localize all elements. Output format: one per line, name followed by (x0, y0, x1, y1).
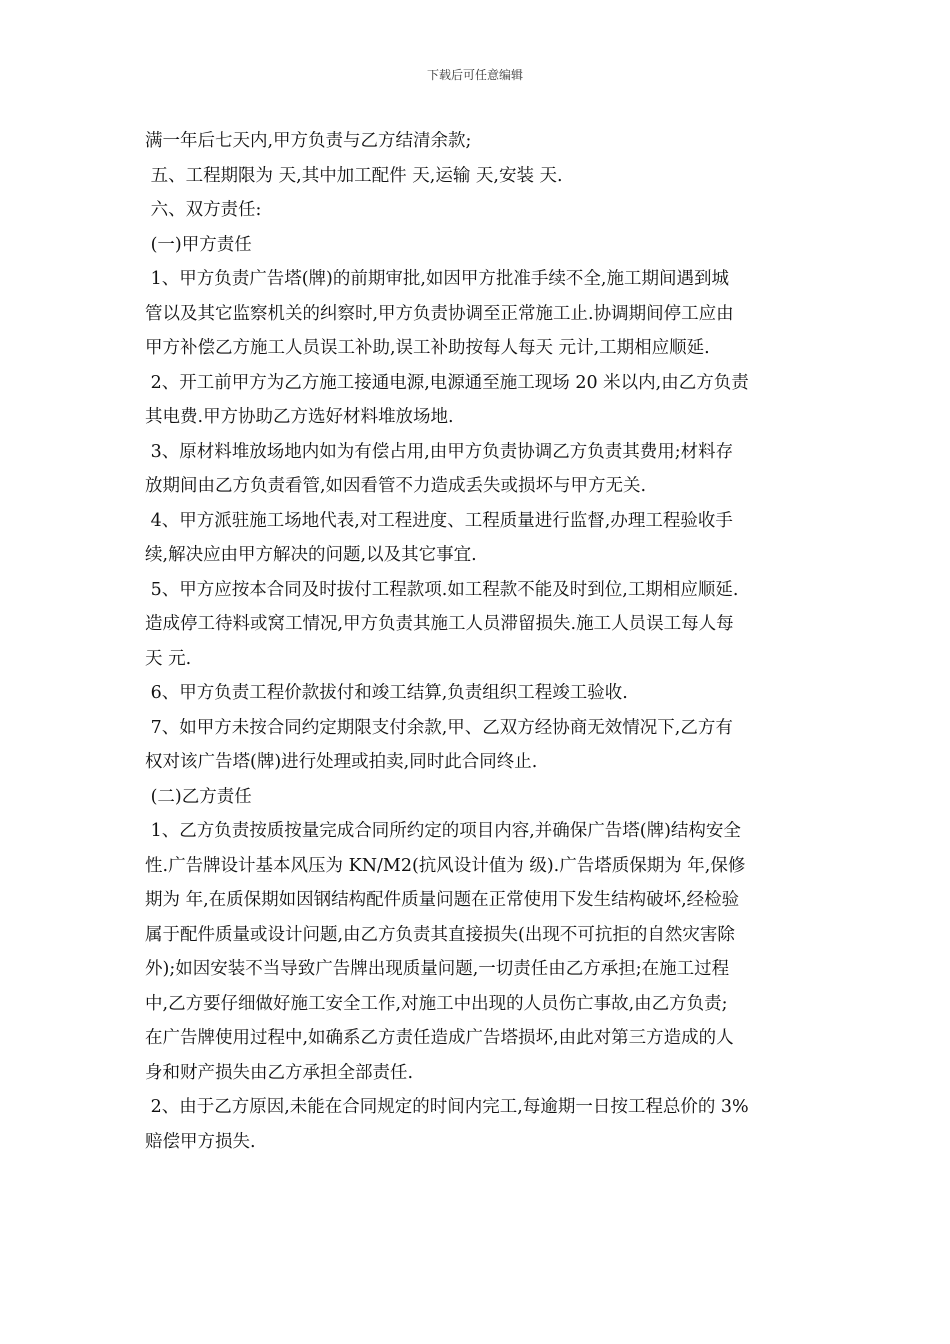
text-line: 身和财产损失由乙方承担全部责任. (145, 1062, 414, 1083)
section-heading: (二)乙方责任 (145, 786, 252, 807)
text-line: 放期间由乙方负责看管,如因看管不力造成丢失或损坏与甲方无关. (145, 476, 647, 496)
text-line: 其电费.甲方协助乙方选好材料堆放场地. (145, 407, 454, 427)
text-line: 1、甲方负责广告塔(牌)的前期审批,如因甲方批准手续不全,施工期间遇到城 (145, 269, 729, 289)
text-line: 六、双方责任: (145, 200, 262, 220)
text-line: 天 元. (145, 648, 192, 669)
text-line: 5、甲方应按本合同及时拔付工程款项.如工程款不能及时到位,工期相应顺延. (145, 579, 739, 600)
text-line: 4、甲方派驻施工场地代表,对工程进度、工程质量进行监督,办理工程验收手 (145, 510, 733, 531)
text-line: 2、由于乙方原因,未能在合同规定的时间内完工,每逾期一日按工程总价的 3% (145, 1097, 749, 1117)
text-line: 甲方补偿乙方施工人员误工补助,误工补助按每人每天 元计,工期相应顺延. (145, 338, 710, 358)
text-line: 中,乙方要仔细做好施工安全工作,对施工中出现的人员伤亡事故,由乙方负责; (145, 993, 728, 1014)
text-line: 外);如因安装不当导致广告牌出现质量问题,一切责任由乙方承担;在施工过程 (145, 959, 730, 979)
text-line: 期为 年,在质保期如因钢结构配件质量问题在正常使用下发生结构破坏,经检验 (145, 890, 740, 910)
text-line: 3、原材料堆放场地内如为有偿占用,由甲方负责协调乙方负责其费用;材料存 (145, 441, 734, 462)
text-line: 1、乙方负责按质按量完成合同所约定的项目内容,并确保广告塔(牌)结构安全 (145, 821, 741, 841)
text-line: 在广告牌使用过程中,如确系乙方责任造成广告塔损坏,由此对第三方造成的人 (145, 1028, 734, 1048)
text-line: 2、开工前甲方为乙方施工接通电源,电源通至施工现场 20 米以内,由乙方负责 (145, 372, 749, 393)
text-line: 续,解决应由甲方解决的问题,以及其它事宜. (145, 545, 477, 565)
text-line: 管以及其它监察机关的纠察时,甲方负责协调至正常施工止.协调期间停工应由 (145, 303, 734, 324)
text-line: 权对该广告塔(牌)进行处理或拍卖,同时此合同终止. (145, 752, 538, 772)
text-line: 造成停工待料或窝工情况,甲方负责其施工人员滞留损失.施工人员误工每人每 (145, 614, 734, 634)
page-header: 下载后可任意编辑 (426, 68, 523, 82)
text-line: 满一年后七天内,甲方负责与乙方结清余款; (145, 131, 472, 151)
text-line: 赔偿甲方损失. (145, 1131, 256, 1152)
text-line: 6、甲方负责工程价款拔付和竣工结算,负责组织工程竣工验收. (145, 683, 628, 703)
document-body (145, 124, 813, 1159)
text-line: 性.广告牌设计基本风压为 KN/M2(抗风设计值为 级).广告塔质保期为 年,保修 (145, 855, 746, 876)
text-line: 五、工程期限为 天,其中加工配件 天,运输 天,安装 天. (145, 165, 563, 186)
section-heading: (一)甲方责任 (145, 234, 252, 255)
text-line: 属于配件质量或设计问题,由乙方负责其直接损失(出现不可抗拒的自然灾害除 (145, 924, 735, 945)
text-line: 7、如甲方未按合同约定期限支付余款,甲、乙双方经协商无效情况下,乙方有 (145, 717, 733, 738)
